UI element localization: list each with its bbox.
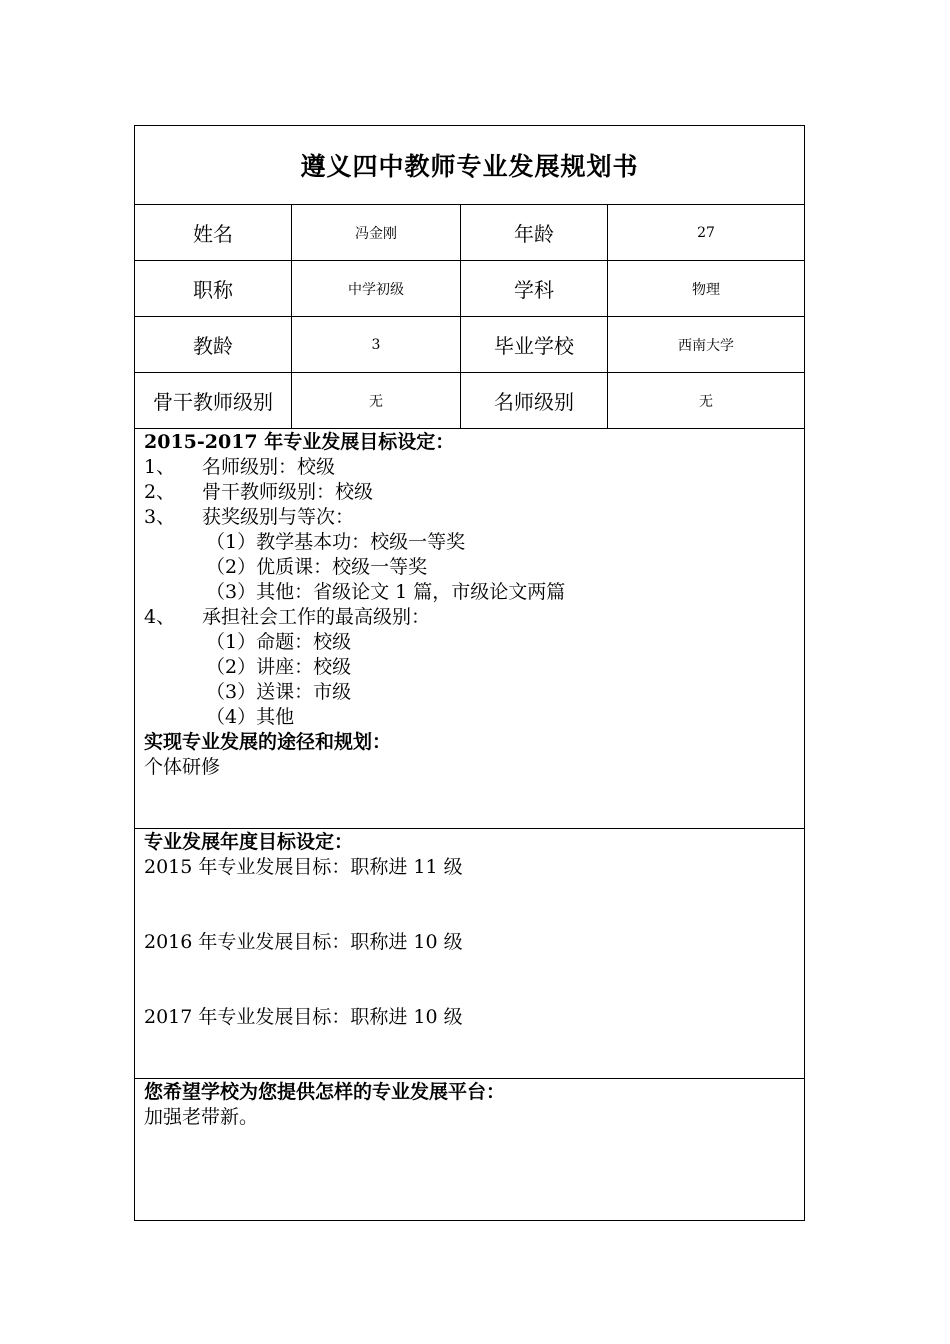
sub-item: （2）优质课：校级一等奖	[206, 556, 428, 578]
annual-goal: 2017 年专业发展目标：职称进 10 级	[144, 1006, 463, 1028]
label-famous-level: 名师级别	[461, 373, 608, 428]
platform-heading: 您希望学校为您提供怎样的专业发展平台：	[144, 1081, 506, 1103]
spacer	[144, 880, 795, 930]
info-row-name-age	[135, 205, 804, 261]
annual-goal: 2015 年专业发展目标：职称进 11 级	[144, 856, 463, 878]
label-name: 姓名	[135, 205, 292, 260]
goal-text: 名师级别：校级	[202, 456, 336, 478]
path-heading: 实现专业发展的途径和规划：	[144, 731, 392, 753]
goal-text: 获奖级别与等次：	[202, 506, 355, 528]
goal-number: 4、	[144, 606, 176, 628]
value-teaching-years: 3	[292, 317, 461, 372]
label-backbone-level: 骨干教师级别	[135, 373, 292, 428]
value-famous-level: 无	[699, 393, 713, 410]
section-annual-goals	[135, 829, 804, 1079]
goal-text: 骨干教师级别：校级	[202, 481, 374, 503]
sub-item: （3）其他：省级论文 1 篇，市级论文两篇	[206, 581, 566, 603]
goal-item	[144, 605, 795, 630]
document-title: 遵义四中教师专业发展规划书	[135, 126, 804, 205]
goal-number: 3、	[144, 506, 176, 528]
annual-goal: 2016 年专业发展目标：职称进 10 级	[144, 931, 463, 953]
sub-item: （1）命题：校级	[206, 631, 352, 653]
sub-item: （2）讲座：校级	[206, 656, 352, 678]
info-row-title-subject	[135, 261, 804, 317]
label-age: 年龄	[461, 205, 608, 260]
value-age: 27	[697, 224, 715, 241]
value-name: 冯金刚	[292, 205, 461, 260]
value-subject: 物理	[692, 281, 720, 298]
platform-text: 加强老带新。	[144, 1106, 259, 1128]
annual-heading: 专业发展年度目标设定：	[144, 831, 354, 853]
sub-item: （1）教学基本功：校级一等奖	[206, 531, 466, 553]
label-title: 职称	[135, 261, 292, 316]
goal-number: 2、	[144, 481, 176, 503]
label-teaching-years: 教龄	[135, 317, 292, 372]
sub-item: （3）送课：市级	[206, 681, 352, 703]
plan-document	[134, 125, 805, 1221]
goal-item	[144, 480, 795, 505]
section-goals	[135, 429, 804, 829]
label-subject: 学科	[461, 261, 608, 316]
goal-number: 1、	[144, 456, 176, 478]
info-row-levels	[135, 373, 804, 429]
value-school: 西南大学	[678, 337, 734, 354]
goals-heading: 2015-2017 年专业发展目标设定：	[144, 431, 455, 453]
section-platform	[135, 1079, 804, 1220]
goal-item	[144, 455, 795, 480]
path-text: 个体研修	[144, 756, 221, 778]
value-backbone-level: 无	[292, 373, 461, 428]
goal-item	[144, 505, 795, 530]
label-school: 毕业学校	[461, 317, 608, 372]
sub-item: （4）其他	[206, 706, 295, 728]
spacer	[144, 955, 795, 1005]
goal-text: 承担社会工作的最高级别：	[202, 606, 431, 628]
info-row-years-school	[135, 317, 804, 373]
value-title: 中学初级	[292, 261, 461, 316]
